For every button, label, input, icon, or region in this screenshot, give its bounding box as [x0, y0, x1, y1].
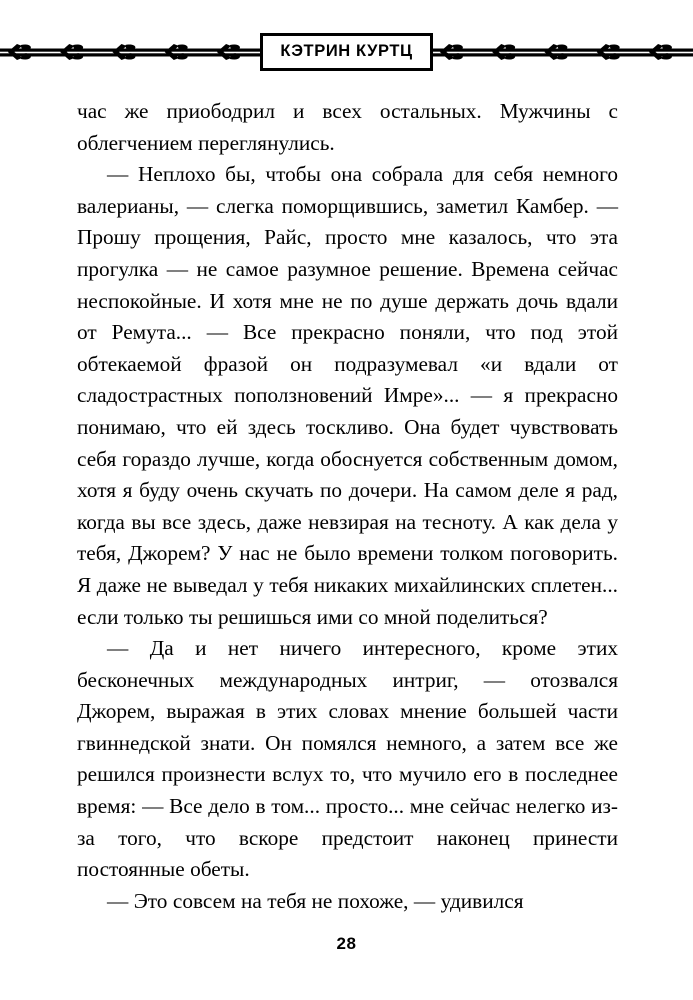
paragraph: час же приободрил и всех остальных. Мужчины с облегчением переглянулись. [77, 99, 618, 155]
paragraph: — Да и нет ничего интересного, кроме этих бесконечных международных интриг, — отозвался Джорем, выражая в этих словах мнение большей части гвиннедской знати. Он помялся немного, а затем все же решился произнести вслух то, что мучило его в последнее время: — Все дело в том... просто... мне сейчас нелегко из-за того, что вскоре предстоит наконец принести постоянные обеты. [77, 636, 618, 882]
folio [0, 934, 693, 954]
running-head [0, 24, 693, 80]
running-head-box [260, 33, 432, 71]
vine-leaf-rule-right-icon [432, 40, 693, 64]
paragraph: — Это совсем на тебя не похоже, — удивился [107, 888, 524, 913]
body-text-column [77, 96, 618, 917]
paragraph: — Неплохо бы, чтобы она собрала для себя немного валерианы, — слегка поморщившись, заметил Камбер. — Прошу прощения, Райс, просто мне казалось, что эта прогулка — не самое разумное решение. Времена сейчас неспокойные. И хотя мне не по душе держать дочь вдали от Ремута... — Все прекрасно поняли, что под этой обтекаемой фразой он подразумевал «и вдали от сладострастных поползновений Имре»... — я прекрасно понимаю, что ей здесь тоскливо. Она будет чувствовать себя гораздо лучше, когда обоснуется собственным домом, хотя я буду очень скучать по дочери. На самом деле я рад, когда вы все здесь, даже невзирая на тесноту. А как дела у тебя, Джорем? У нас не было времени толком поговорить. Я даже не выведал у тебя никаких михайлинских сплетен... если только ты решишься ими со мной поделиться? [77, 162, 618, 629]
page-number: 28 [336, 934, 357, 953]
running-head-author: КЭТРИН КУРТЦ [280, 42, 413, 61]
vine-leaf-rule-left-icon [0, 40, 261, 64]
